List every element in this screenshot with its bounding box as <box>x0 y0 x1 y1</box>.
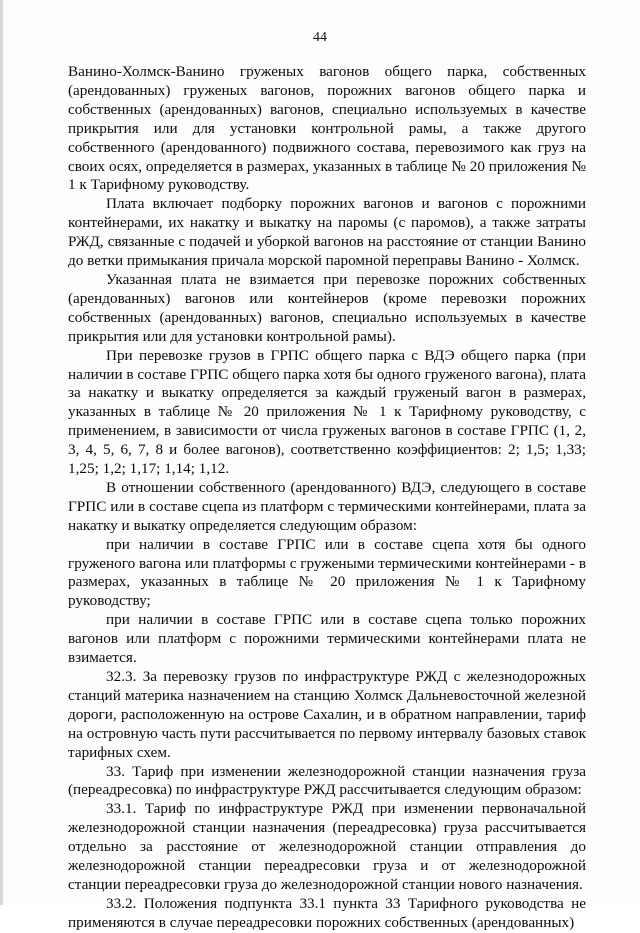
paragraph: Ванино-Холмск-Ванино груженых вагонов общего парка, собственных (арендованных) груженых вагонов, порожних вагонов общего парка и собственных (арендованных) вагонов, специально используемых в качестве прикрытия или для установки контрольной рамы, а также другого собственного (арендованного) подвижного состава, перевозимого как груз на своих осях, определяется в размерах, указанных в таблице № 20 приложения № 1 к Тарифному руководству. <box>68 63 586 194</box>
scan-edge-left <box>0 0 3 905</box>
page-number: 44 <box>313 30 327 45</box>
paragraph: При перевозке грузов в ГРПС общего парка с ВДЭ общего парка (при наличии в составе ГРПС общего парка хотя бы одного груженого вагона), плата за накатку и выкатку определяется за каждый груженый вагон в размерах, указанных в таблице № 20 приложения № 1 к Тарифному руководству, с применением, в зависимости от числа груженых вагонов в составе ГРПС (1, 2, 3, 4, 5, 6, 7, 8 и более вагонов), соответственно коэффициентов: 2; 1,5; 1,33; 1,25; 1,2; 1,17; 1,14; 1,12. <box>68 346 586 478</box>
paragraph: В отношении собственного (арендованного) ВДЭ, следующего в составе ГРПС или в составе сцепа из платформ с термическими контейнерами, плата за накатку и выкатку определяется следующим образом: <box>68 478 586 534</box>
paragraph: Плата включает подборку порожних вагонов и вагонов с порожними контейнерами, их накатку и выкатку на паромы (с паромов), а также затраты РЖД, связанные с подачей и уборкой вагонов на расстояние от станции Ванино до ветки примыкания причала морской паромной переправы Ванино - Холмск. <box>68 195 586 270</box>
paragraph: при наличии в составе ГРПС или в составе сцепа хотя бы одного груженого вагона или платформы с гружеными термическими контейнерами - в размерах, указанных в таблице № 20 приложения № 1 к Тарифному руководству; <box>68 535 586 610</box>
paragraph: 33.2. Положения подпункта 33.1 пункта 33 Тарифного руководства не применяются в случае переадресовки порожних собственных (арендованных) <box>68 894 586 931</box>
paragraph: 32.3. За перевозку грузов по инфраструктуре РЖД с железнодорожных станций материка назначением на станцию Холмск Дальневосточной железной дороги, расположенную на острове Сахалин, и в обратном направлении, тариф на островную часть пути рассчитывается по первому интервалу базовых ставок тарифных схем. <box>68 668 586 761</box>
paragraph: при наличии в составе ГРПС или в составе сцепа только порожних вагонов или платформ с порожними термическими контейнерами плата не взимается. <box>68 611 586 667</box>
paragraph: Указанная плата не взимается при перевозке порожних собственных (арендованных) вагонов или контейнеров (кроме перевозки порожних собственных (арендованных) вагонов, специально используемых в качестве прикрытия или для установки контрольной рамы). <box>68 270 586 345</box>
paragraph: 33.1. Тариф по инфраструктуре РЖД при изменении первоначальной железнодорожной станции назначения (переадресовка) груза рассчитывается отдельно за расстояние от железнодорожной станции отправления до железнодорожной станции переадресовки груза и от железнодорожной станции переадресовки груза до железнодорожной станции нового назначения. <box>68 800 586 893</box>
paragraph: 33. Тариф при изменении железнодорожной станции назначения груза (переадресовка) по инфраструктуре РЖД рассчитывается следующим образом: <box>68 762 586 799</box>
document-body <box>68 63 586 933</box>
